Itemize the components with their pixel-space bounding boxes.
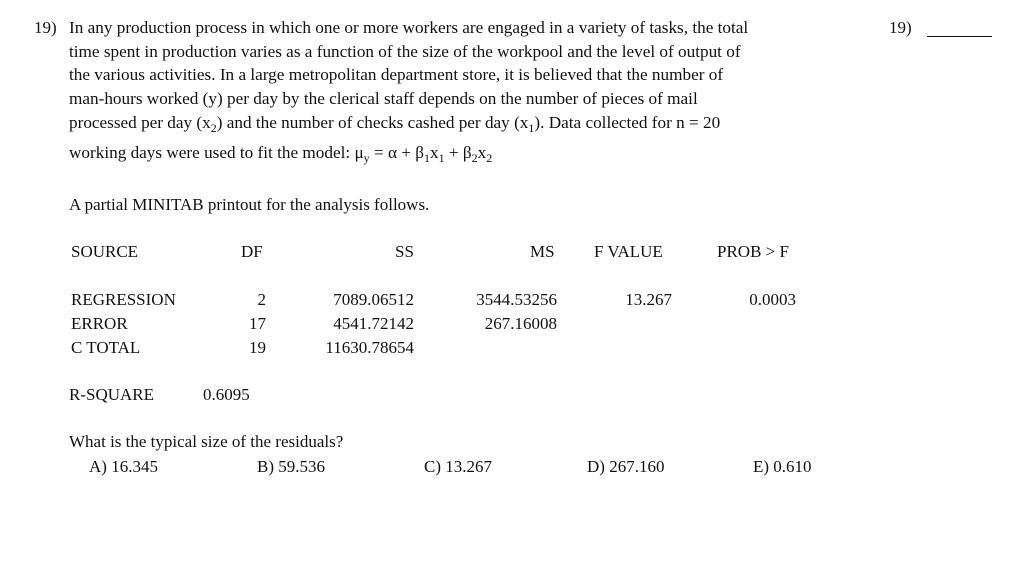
row-error-ms: 267.16008 xyxy=(484,314,557,333)
row-regression-df: 2 xyxy=(257,290,266,309)
model-x1-sub: 1 xyxy=(438,151,445,165)
line5-post: ). Data collected for n = 20 xyxy=(534,113,721,132)
row-regression-f: 13.267 xyxy=(625,290,672,309)
model-pre: working days were used to fit the model: μ xyxy=(69,143,364,162)
stem-line-5 xyxy=(69,111,720,140)
row-regression-ss: 7089.06512 xyxy=(333,290,414,309)
question-prompt: What is the typical size of the residuals? xyxy=(69,432,344,451)
printout-intro: A partial MINITAB printout for the analysis follows. xyxy=(69,195,430,214)
model-eq: = α + β xyxy=(369,143,424,162)
header-f: F VALUE xyxy=(594,242,663,261)
row-error-ss: 4541.72142 xyxy=(333,314,414,333)
row-regression-ms: 3544.53256 xyxy=(476,290,557,309)
line5-sub2: 1 xyxy=(528,121,535,135)
header-ss: SS xyxy=(395,242,414,261)
rsquare-label: R-SQUARE xyxy=(69,385,155,404)
model-x2-sub: 2 xyxy=(486,151,493,165)
stem-line-3: the various activities. In a large metropolitan department store, it is believed that the number of xyxy=(69,65,724,84)
header-df: DF xyxy=(241,242,263,261)
header-source: SOURCE xyxy=(71,242,139,261)
choice-b[interactable]: B) 59.536 xyxy=(257,457,325,476)
row-error-source: ERROR xyxy=(71,314,128,333)
model-sub-y: y xyxy=(363,151,370,165)
model-x1: x xyxy=(429,143,439,162)
line5-sub1: 2 xyxy=(210,121,217,135)
model-b2-sub: 2 xyxy=(471,151,478,165)
line5-pre: processed per day (x xyxy=(69,113,211,132)
stem-line-2: time spent in production varies as a function of the size of the workpool and the level of output of xyxy=(69,42,741,61)
row-total-source: C TOTAL xyxy=(71,338,141,357)
question-number: 19) xyxy=(34,18,57,37)
row-total-df: 19 xyxy=(249,338,266,357)
answer-blank-line[interactable] xyxy=(927,36,992,37)
row-total-ss: 11630.78654 xyxy=(325,338,414,357)
stem-line-1: In any production process in which one or more workers are engaged in a variety of tasks, the total xyxy=(69,18,749,37)
header-p: PROB > F xyxy=(717,242,789,261)
stem-line-6-model xyxy=(69,141,492,170)
rsquare-value: 0.6095 xyxy=(203,385,250,404)
model-x2: x xyxy=(477,143,487,162)
choice-e[interactable]: E) 0.610 xyxy=(753,457,812,476)
row-regression-source: REGRESSION xyxy=(71,290,176,309)
line5-mid: ) and the number of checks cashed per day (x xyxy=(216,113,529,132)
answer-blank-label: 19) xyxy=(889,18,912,37)
row-regression-p: 0.0003 xyxy=(749,290,796,309)
choice-a[interactable]: A) 16.345 xyxy=(89,457,158,476)
header-ms: MS xyxy=(530,242,555,261)
choice-c[interactable]: C) 13.267 xyxy=(424,457,492,476)
row-error-df: 17 xyxy=(249,314,266,333)
model-plus: + β xyxy=(444,143,472,162)
model-b1-sub: 1 xyxy=(423,151,430,165)
stem-line-4: man-hours worked (y) per day by the clerical staff depends on the number of pieces of mail xyxy=(69,89,698,108)
choice-d[interactable]: D) 267.160 xyxy=(587,457,665,476)
